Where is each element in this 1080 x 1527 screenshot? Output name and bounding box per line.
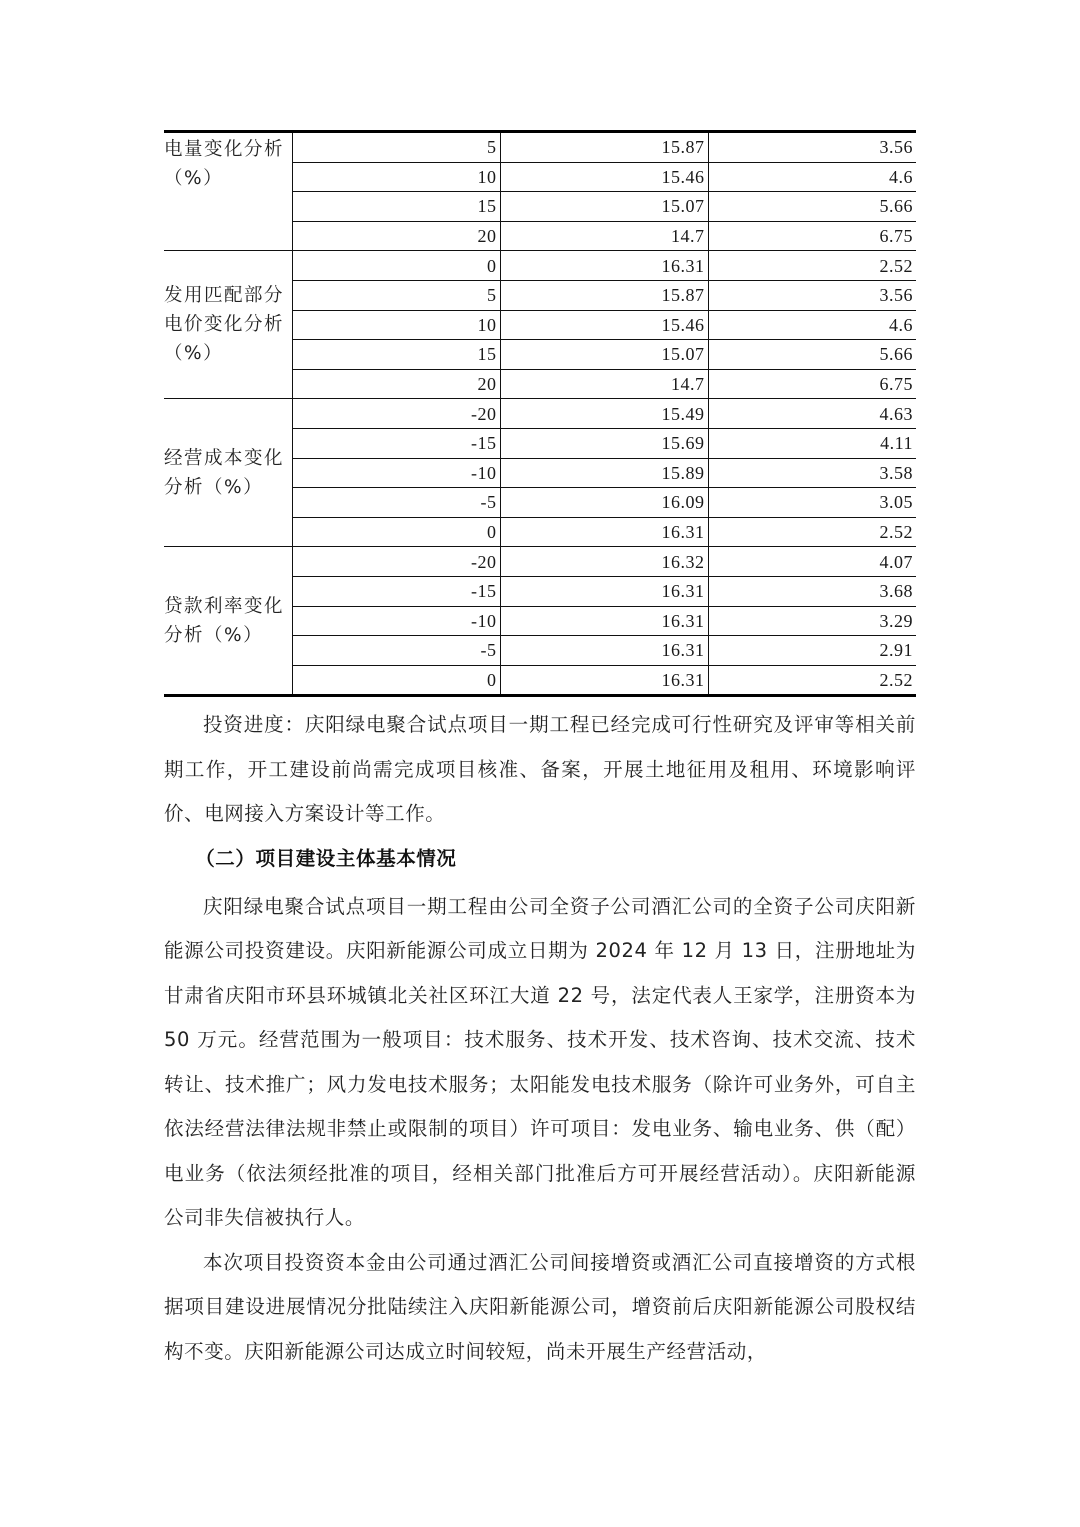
change-value-cell: 5	[292, 280, 500, 310]
group-label-line: （%）	[164, 343, 224, 365]
change-value-cell: -20	[292, 547, 500, 577]
change-value-cell: 20	[292, 369, 500, 399]
investment-progress-paragraph: 投资进度：庆阳绿电聚合试点项目一期工程已经完成可行性研究及评审等相关前期工作，开工建设前尚需完成项目核准、备案，开展土地征用及租用、环境影响评价、电网接入方案设计等工作。	[164, 713, 916, 826]
metric-b-cell: 4.11	[708, 428, 916, 458]
change-value-cell: -10	[292, 606, 500, 636]
metric-b-cell: 3.29	[708, 606, 916, 636]
metric-b-cell: 3.05	[708, 488, 916, 518]
metric-a-cell: 15.07	[500, 340, 708, 370]
table-row	[164, 399, 916, 429]
change-value-cell: 0	[292, 665, 500, 696]
metric-b-cell: 5.66	[708, 192, 916, 222]
metric-b-cell: 6.75	[708, 369, 916, 399]
metric-a-cell: 14.7	[500, 221, 708, 251]
metric-a-cell: 15.87	[500, 132, 708, 163]
metric-a-cell: 16.09	[500, 488, 708, 518]
change-value-cell: 15	[292, 192, 500, 222]
metric-b-cell: 2.52	[708, 517, 916, 547]
group-label-line: 发用匹配部分	[164, 285, 285, 307]
metric-a-cell: 16.31	[500, 636, 708, 666]
metric-a-cell: 16.31	[500, 517, 708, 547]
metric-b-cell: 6.75	[708, 221, 916, 251]
metric-a-cell: 14.7	[500, 369, 708, 399]
metric-a-cell: 16.31	[500, 606, 708, 636]
metric-a-cell: 16.31	[500, 576, 708, 606]
group-label-line: （%）	[164, 168, 224, 189]
table-row	[164, 547, 916, 577]
group-label-cell	[164, 132, 292, 251]
metric-a-cell: 15.87	[500, 280, 708, 310]
metric-a-cell: 15.69	[500, 428, 708, 458]
change-value-cell: -10	[292, 458, 500, 488]
metric-b-cell: 2.91	[708, 636, 916, 666]
metric-a-cell: 15.49	[500, 399, 708, 429]
change-value-cell: -20	[292, 399, 500, 429]
change-value-cell: 10	[292, 162, 500, 192]
change-value-cell: -15	[292, 428, 500, 458]
metric-b-cell: 4.07	[708, 547, 916, 577]
group-label-cell	[164, 251, 292, 399]
group-label-line: 电量变化分析	[164, 139, 285, 160]
metric-b-cell: 3.56	[708, 132, 916, 163]
sensitivity-analysis-table	[164, 130, 916, 697]
metric-a-cell: 16.32	[500, 547, 708, 577]
group-label-line: 贷款利率变化	[164, 595, 285, 617]
group-label-cell	[164, 399, 292, 547]
change-value-cell: -5	[292, 636, 500, 666]
entity-info-paragraph: 庆阳绿电聚合试点项目一期工程由公司全资子公司酒汇公司的全资子公司庆阳新能源公司投资建设。庆阳新能源公司成立日期为 2024 年 12 月 13 日，注册地址为甘肃省庆阳市环县环城镇北关社区环江大道 22 号，法定代表人王家学，注册资本为 50 万元。经营范围为一般项目：技术服务、技术开发、技术咨询、技术交流、技术转让、技术推广；风力发电技术服务；太阳能发电技术服务（除许可业务外，可自主依法经营法律法规非禁止或限制的项目）许可项目：发电业务、输电业务、供（配）电业务（依法须经批准的项目，经相关部门批准后方可开展经营活动）。庆阳新能源公司非失信被执行人。	[164, 894, 916, 1230]
metric-b-cell: 2.52	[708, 251, 916, 281]
metric-a-cell: 15.46	[500, 162, 708, 192]
change-value-cell: 0	[292, 251, 500, 281]
capital-injection-paragraph: 本次项目投资资本金由公司通过酒汇公司间接增资或酒汇公司直接增资的方式根据项目建设进展情况分批陆续注入庆阳新能源公司，增资前后庆阳新能源公司股权结构不变。庆阳新能源公司达成立时间较短，尚未开展生产经营活动，	[164, 1250, 916, 1363]
section-heading: （二）项目建设主体基本情况	[195, 846, 457, 870]
change-value-cell: 20	[292, 221, 500, 251]
table-row	[164, 132, 916, 163]
metric-a-cell: 15.07	[500, 192, 708, 222]
metric-b-cell: 3.58	[708, 458, 916, 488]
metric-b-cell: 3.68	[708, 576, 916, 606]
group-label-line: 经营成本变化	[164, 447, 285, 469]
change-value-cell: 0	[292, 517, 500, 547]
metric-b-cell: 5.66	[708, 340, 916, 370]
metric-b-cell: 2.52	[708, 665, 916, 696]
table-row	[164, 251, 916, 281]
metric-a-cell: 15.89	[500, 458, 708, 488]
change-value-cell: -15	[292, 576, 500, 606]
group-label-line: 电价变化分析	[164, 314, 285, 336]
group-label-line: 分析（%）	[164, 476, 264, 498]
group-label-line: 分析（%）	[164, 624, 264, 646]
metric-b-cell: 4.6	[708, 162, 916, 192]
group-label-cell	[164, 547, 292, 696]
table-body	[164, 132, 916, 696]
change-value-cell: 10	[292, 310, 500, 340]
metric-b-cell: 4.6	[708, 310, 916, 340]
metric-b-cell: 4.63	[708, 399, 916, 429]
change-value-cell: 5	[292, 132, 500, 163]
document-page	[164, 130, 916, 1374]
change-value-cell: -5	[292, 488, 500, 518]
metric-a-cell: 16.31	[500, 251, 708, 281]
metric-a-cell: 15.46	[500, 310, 708, 340]
metric-a-cell: 16.31	[500, 665, 708, 696]
metric-b-cell: 3.56	[708, 280, 916, 310]
change-value-cell: 15	[292, 340, 500, 370]
